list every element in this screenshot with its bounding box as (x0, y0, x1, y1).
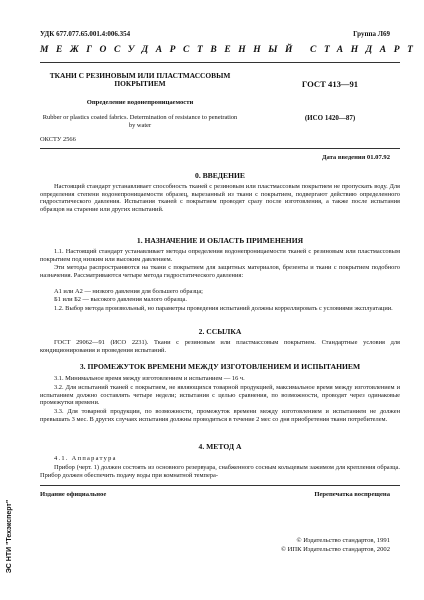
reprint-notice: Перепечатка воспрещена (314, 491, 390, 498)
paragraph: 3.3. Для товарной продукции, по возможности, промежуток времени между изготовлением и испытанием не должен превышать 3 мес. В других случаях испытания должны проводиться в течение 2 мес со дня приобретения ткани потребителем. (40, 408, 400, 423)
paragraph: 3.1. Минимальное время между изготовлением и испытанием — 16 ч. (54, 375, 245, 382)
section-heading: 0. ВВЕДЕНИЕ (195, 171, 245, 180)
okstu-code: ОКСТУ 2566 (40, 136, 76, 143)
section-heading: 4. МЕТОД А (198, 442, 242, 451)
paragraph: 1.1. Настоящий стандарт устанавливает методы определения водонепроницаемости тканей с резиновым или пластмассовым покрытием под низким или высоким давлением. (40, 248, 400, 263)
document-title: ТКАНИ С РЕЗИНОВЫМ ИЛИ ПЛАСТМАССОВЫМ ПОКРЫТИЕМ (49, 71, 231, 89)
paragraph: А1 или А2 — низкого давления для большего образца; (54, 288, 203, 295)
official-edition-label: Издание официальное (40, 491, 107, 498)
divider (40, 485, 400, 486)
paragraph: Прибор (черт. 1) должен состоять из основного резервуара, снабженного сосным кольцевым зажимом для крепления образца. Прибор должен обеспечить подачу воды при комнатной темпера- (40, 464, 400, 479)
side-stamp-text: ЭС НТИ "Техэксперт" (6, 499, 14, 573)
group-code: Группа Л69 (353, 30, 390, 38)
iso-reference: (ИСО 1420—87) (304, 114, 356, 122)
effective-date: Дата введения 01.07.92 (321, 154, 390, 161)
divider (40, 148, 400, 149)
standard-label: МЕЖГОСУДАРСТВЕННЫЙ СТАНДАРТ (40, 45, 421, 55)
gost-number: ГОСТ 413—91 (301, 79, 359, 89)
divider (40, 62, 400, 63)
section-heading: 1. НАЗНАЧЕНИЕ И ОБЛАСТЬ ПРИМЕНЕНИЯ (136, 236, 304, 245)
copyright-line: © Издательство стандартов, 1991 (296, 537, 390, 544)
section-heading: 2. ССЫЛКА (198, 327, 242, 336)
paragraph: 4.1. Аппаратура (54, 455, 117, 462)
paragraph: Эти методы распространяются на ткани с покрытием для защитных материалов, брезенты и ткани с покрытием подобного назначения. Рассматриваются четыре метода гидростатического давления: (40, 264, 400, 279)
udk-code: УДК 677.077.65.001.4:006.354 (40, 30, 131, 38)
document-subtitle: Определение водонепроницаемости (86, 99, 194, 106)
paragraph: 1.2. Выбор метода произвольный, но параметры проведения испытаний должны корреллировать с условиями эксплуатации. (54, 305, 393, 312)
paragraph: Настоящий стандарт устанавливает способность тканей с резиновым или пластмассовым покрытием не пропускать воду. Для определения степени водонепроницаемости образец, вырезанный из ткани с покрытием, подвергают действию определенного гидростатического давления. Испытания тканей с покрытием проводят сразу после изготовления, а также после испытания образцов на старение или других испытаний. (40, 183, 400, 213)
side-stamp (2, 476, 18, 596)
english-title: Rubber or plastics coated fabrics. Determination of resistance to penetration by water (42, 114, 238, 129)
copyright-line: © ИПК Издательство стандартов, 2002 (280, 546, 390, 553)
paragraph: ГОСТ 29062—91 (ИСО 2231). Ткани с резиновым или пластмассовым покрытием. Стандартные условия для кондиционирования и проведения испытаний. (40, 339, 400, 354)
section-heading: 3. ПРОМЕЖУТОК ВРЕМЕНИ МЕЖДУ ИЗГОТОВЛЕНИЕМ И ИСПЫТАНИЕМ (79, 362, 361, 371)
paragraph: 3.2. Для испытаний тканей с покрытием, не являющихся товарной продукцией, максимальное время между изготовлением и испытанием должно составлять четыре недели; испытания с целью сравнения, по возможности, проводят через одинаковые промежутки времени. (40, 384, 400, 407)
paragraph: Б1 или Б2 — высокого давления малого образца. (54, 296, 187, 303)
